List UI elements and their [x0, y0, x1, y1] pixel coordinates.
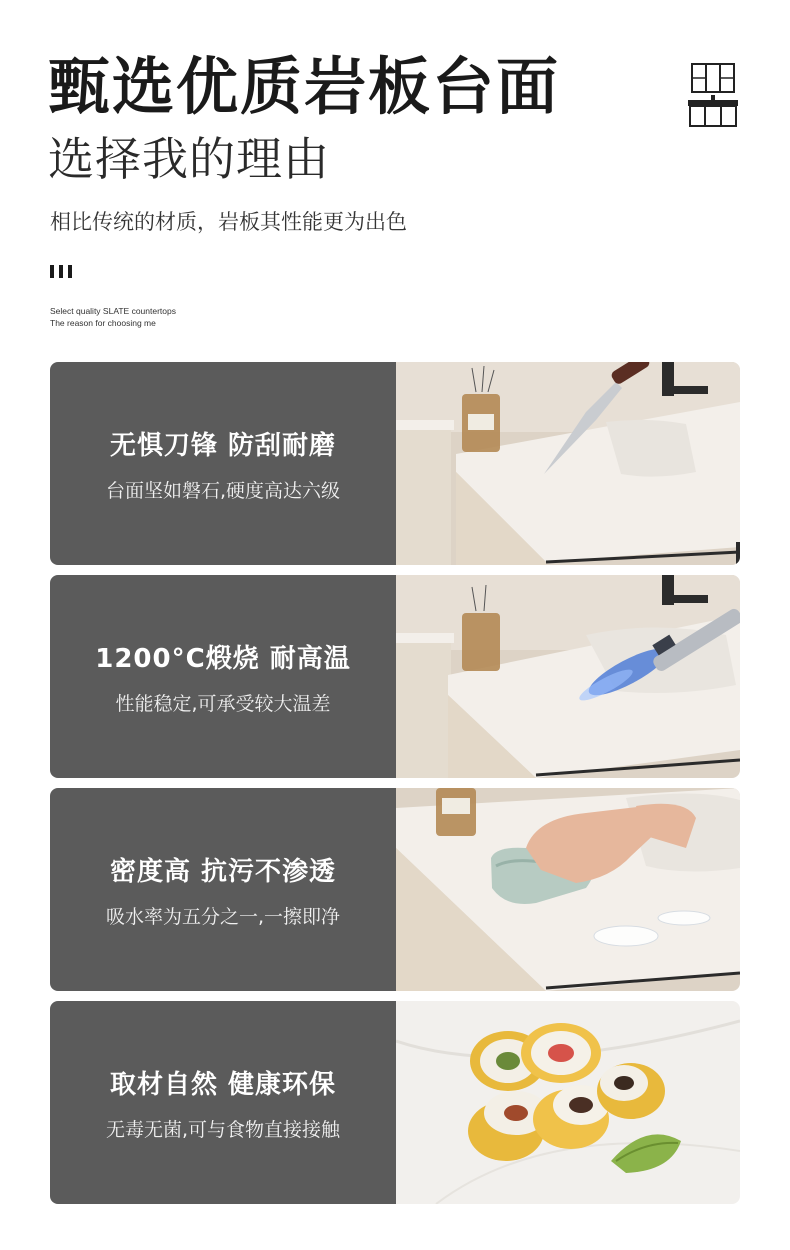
feature-text-panel: [50, 362, 396, 565]
page-title: 甄选优质岩板台面: [48, 50, 561, 123]
hand-wiping-countertop-image: [396, 788, 740, 991]
feature-text-panel: [50, 575, 396, 778]
english-line-1: Select quality SLATE countertops: [50, 306, 176, 316]
feature-heading: 1200°C煅烧 耐高温: [95, 643, 351, 674]
english-line-2: The reason for choosing me: [50, 318, 156, 328]
feature-description: 性能稳定,可承受较大温差: [115, 692, 331, 715]
feature-card-stain-resistant: [50, 788, 740, 991]
page-subtitle: 选择我的理由: [48, 132, 330, 186]
torch-flame-on-countertop-image: [396, 575, 740, 778]
feature-card-scratch-resistant: [50, 362, 740, 565]
feature-heading: 密度高 抗污不渗透: [109, 856, 337, 887]
sushi-rolls-on-countertop-image: [396, 1001, 740, 1204]
feature-heading: 取材自然 健康环保: [109, 1069, 337, 1100]
feature-card-heat-resistant: [50, 575, 740, 778]
feature-description: 台面坚如磐石,硬度高达六级: [105, 479, 341, 502]
vanity-cabinet-icon: [686, 62, 740, 128]
feature-card-eco-friendly: [50, 1001, 740, 1204]
feature-description: 吸水率为五分之一,一擦即净: [105, 905, 341, 928]
knife-on-countertop-image: [396, 362, 740, 565]
feature-description: 无毒无菌,可与食物直接接触: [105, 1118, 341, 1141]
english-caption: [50, 305, 176, 329]
feature-text-panel: [50, 1001, 396, 1204]
decorative-bars: [50, 265, 72, 278]
feature-text-panel: [50, 788, 396, 991]
page-description: 相比传统的材质，岩板其性能更为出色: [50, 210, 407, 234]
feature-heading: 无惧刀锋 防刮耐磨: [109, 430, 337, 461]
